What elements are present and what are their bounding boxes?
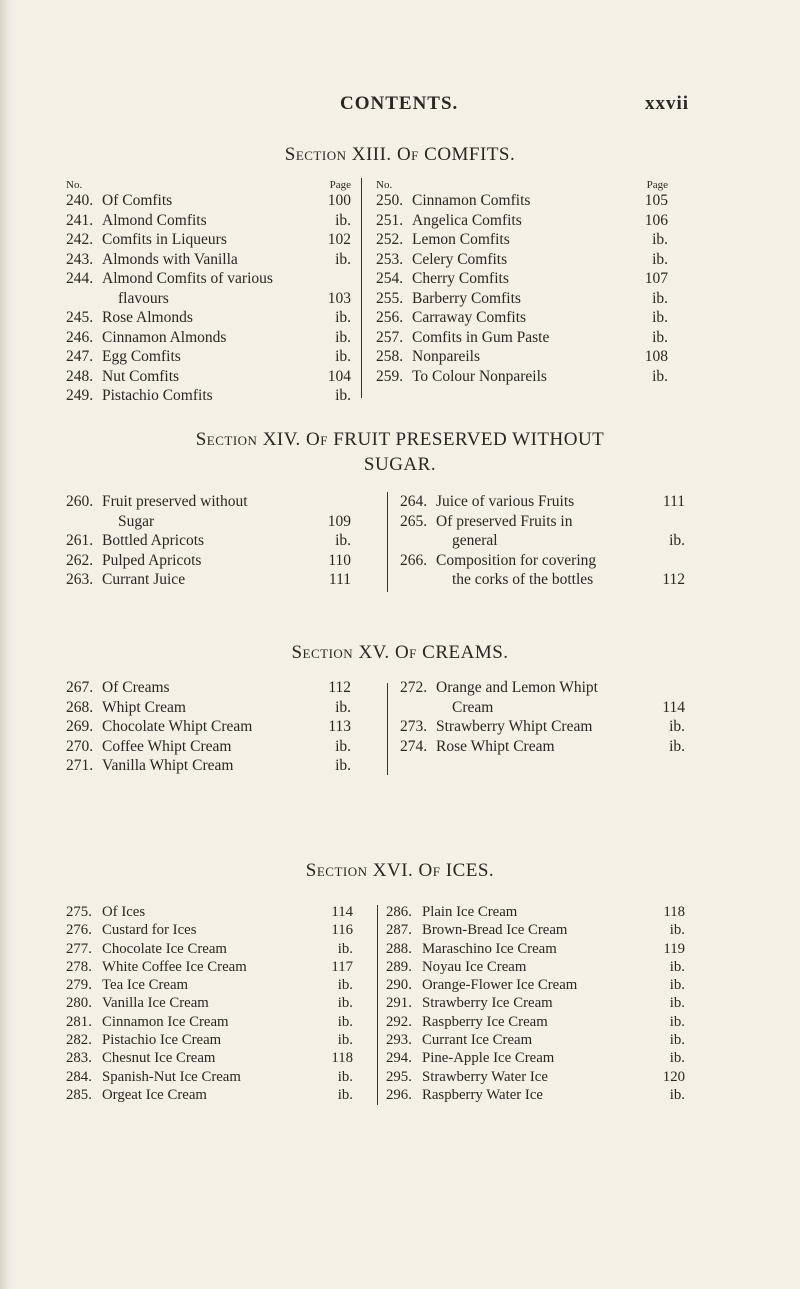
toc-entry bbox=[66, 1068, 353, 1086]
entry-page: ib. bbox=[335, 387, 351, 404]
entry-page: 112 bbox=[662, 571, 685, 588]
toc-column-right bbox=[400, 492, 685, 590]
entry-title: Strawberry Ice Cream bbox=[422, 995, 553, 1012]
entry-number: 289. bbox=[386, 958, 412, 975]
entry-page: ib. bbox=[652, 328, 668, 346]
column-header-no: No. bbox=[376, 179, 393, 191]
entry-page: 105 bbox=[644, 192, 668, 209]
toc-entry bbox=[66, 958, 353, 976]
entry-number: 288. bbox=[386, 940, 412, 957]
entry-title: Fruit preserved without bbox=[102, 493, 248, 510]
entry-page: 118 bbox=[663, 904, 685, 920]
entry-number: 261. bbox=[66, 532, 94, 549]
entry-title: Cinnamon Ice Cream bbox=[102, 1013, 229, 1030]
entry-number: 287. bbox=[386, 922, 412, 939]
entry-number: 263. bbox=[66, 571, 94, 588]
entry-title: Comfits in Gum Paste bbox=[412, 328, 550, 346]
entry-page: ib. bbox=[669, 977, 685, 994]
toc-entry bbox=[66, 269, 351, 308]
entry-number: 241. bbox=[66, 211, 94, 229]
entry-title: Pistachio Comfits bbox=[102, 387, 213, 404]
entry-page: ib. bbox=[337, 1068, 353, 1085]
entry-page: ib. bbox=[335, 328, 351, 346]
entry-page: 112 bbox=[328, 679, 351, 696]
entry-title: Almond Comfits of various bbox=[102, 270, 273, 287]
entry-title-continued: Sugar bbox=[118, 512, 155, 530]
section-title: ICES. bbox=[445, 860, 495, 881]
toc-entry bbox=[66, 386, 351, 406]
entry-title: Of Creams bbox=[102, 679, 170, 696]
column-header bbox=[376, 176, 668, 191]
entry-title: Cherry Comfits bbox=[412, 270, 509, 287]
entry-number: 243. bbox=[66, 250, 94, 268]
entry-page: ib. bbox=[337, 1086, 353, 1103]
toc-entry bbox=[66, 678, 351, 698]
toc-entry bbox=[386, 940, 685, 958]
toc-entry bbox=[400, 492, 685, 512]
toc-entry bbox=[386, 994, 685, 1012]
toc-entry bbox=[376, 328, 668, 348]
section-label: Section XIII. bbox=[284, 144, 392, 165]
entry-page: 107 bbox=[644, 270, 668, 287]
toc-entry bbox=[400, 512, 685, 551]
toc-entry bbox=[400, 551, 685, 590]
entry-title: Coffee Whipt Cream bbox=[102, 737, 232, 755]
toc-entry bbox=[66, 921, 353, 939]
entry-page: ib. bbox=[652, 231, 668, 248]
toc-column-left bbox=[66, 678, 351, 776]
entry-page: 120 bbox=[662, 1068, 685, 1085]
entry-number: 292. bbox=[386, 1013, 412, 1030]
entry-page: ib. bbox=[652, 309, 668, 326]
entry-number: 254. bbox=[376, 270, 404, 287]
entry-number: 253. bbox=[376, 250, 404, 268]
toc-entry bbox=[66, 1013, 353, 1031]
entry-page: ib. bbox=[669, 737, 685, 755]
toc-entry bbox=[386, 1013, 685, 1031]
entry-number: 251. bbox=[376, 211, 404, 229]
entry-title: Rose Almonds bbox=[102, 309, 193, 326]
section-title: CREAMS. bbox=[422, 642, 509, 663]
section-heading bbox=[0, 142, 800, 168]
entry-page: ib. bbox=[652, 289, 668, 307]
toc-entry bbox=[66, 698, 351, 718]
entry-number: 277. bbox=[66, 940, 92, 957]
section-label: Section XIV. bbox=[195, 429, 301, 450]
entry-title: Almonds with Vanilla bbox=[102, 250, 238, 268]
entry-title: Pulped Apricots bbox=[102, 551, 202, 569]
entry-title: Barberry Comfits bbox=[412, 289, 521, 307]
entry-page: ib. bbox=[335, 532, 351, 549]
entry-number: 269. bbox=[66, 718, 94, 735]
entry-page: ib. bbox=[337, 977, 353, 994]
toc-entry bbox=[66, 756, 351, 776]
running-head bbox=[0, 93, 800, 123]
toc-entry bbox=[66, 230, 351, 250]
entry-title: Orange and Lemon Whipt bbox=[436, 679, 598, 696]
entry-title: Raspberry Ice Cream bbox=[422, 1013, 548, 1030]
entry-number: 295. bbox=[386, 1068, 412, 1085]
entry-number: 249. bbox=[66, 387, 94, 404]
entry-title: Almond Comfits bbox=[102, 211, 207, 229]
toc-entry bbox=[66, 531, 351, 551]
entry-number: 266. bbox=[400, 551, 428, 569]
entry-page: ib. bbox=[669, 1032, 685, 1049]
column-divider bbox=[387, 492, 388, 592]
entry-number: 283. bbox=[66, 1050, 92, 1067]
entry-title: Juice of various Fruits bbox=[436, 493, 575, 510]
entry-number: 294. bbox=[386, 1050, 412, 1067]
entry-number: 267. bbox=[66, 679, 94, 696]
entry-page: 108 bbox=[644, 348, 668, 365]
toc-entry bbox=[376, 289, 668, 309]
toc-entry bbox=[66, 1031, 353, 1049]
entry-number: 282. bbox=[66, 1032, 92, 1049]
entry-number: 260. bbox=[66, 493, 94, 510]
entry-title: Orgeat Ice Cream bbox=[102, 1086, 207, 1103]
entry-number: 240. bbox=[66, 192, 94, 209]
running-head-page-number: xxvii bbox=[645, 93, 690, 114]
entry-page: ib. bbox=[337, 1013, 353, 1030]
entry-number: 252. bbox=[376, 231, 404, 248]
entry-page: 118 bbox=[331, 1050, 353, 1067]
entry-number: 262. bbox=[66, 551, 94, 569]
entry-page: ib. bbox=[335, 698, 351, 716]
toc-entry bbox=[66, 347, 351, 367]
entry-page: ib. bbox=[335, 211, 351, 229]
toc-entry bbox=[400, 737, 685, 757]
toc-entry bbox=[376, 191, 668, 211]
entry-page: ib. bbox=[335, 737, 351, 755]
entry-number: 244. bbox=[66, 270, 94, 287]
toc-column-right bbox=[400, 678, 685, 756]
entry-title: Nonpareils bbox=[412, 348, 481, 365]
entry-title-continued: Cream bbox=[452, 698, 494, 716]
entry-title: Vanilla Whipt Cream bbox=[102, 757, 234, 774]
entry-number: 273. bbox=[400, 718, 428, 735]
column-header-page: Page bbox=[329, 179, 351, 191]
entry-number: 259. bbox=[376, 367, 404, 385]
entry-page: ib. bbox=[669, 1050, 685, 1067]
entry-page: 113 bbox=[328, 718, 351, 735]
toc-entry bbox=[66, 976, 353, 994]
entry-page: ib. bbox=[335, 348, 351, 365]
entry-title: Whipt Cream bbox=[102, 698, 186, 716]
column-header bbox=[66, 176, 351, 191]
entry-page: ib. bbox=[652, 250, 668, 268]
entry-page: ib. bbox=[335, 757, 351, 774]
section-of: Of bbox=[394, 642, 417, 663]
entry-title: Egg Comfits bbox=[102, 348, 181, 365]
toc-entry bbox=[376, 250, 668, 270]
entry-page: 119 bbox=[663, 940, 685, 957]
toc-entry bbox=[66, 551, 351, 571]
entry-page: 104 bbox=[327, 367, 351, 385]
toc-entry bbox=[386, 921, 685, 939]
entry-title: Chesnut Ice Cream bbox=[102, 1050, 216, 1067]
toc-entry bbox=[386, 958, 685, 976]
toc-column-left bbox=[66, 492, 351, 590]
toc-column-right bbox=[386, 903, 685, 1104]
entry-title: Angelica Comfits bbox=[412, 211, 522, 229]
toc-entry bbox=[66, 994, 353, 1012]
entry-title-continued: general bbox=[452, 532, 498, 549]
entry-page: ib. bbox=[669, 1086, 685, 1103]
entry-page: ib. bbox=[669, 958, 685, 975]
section-heading bbox=[0, 427, 800, 453]
entry-page: 106 bbox=[644, 211, 668, 229]
entry-title: Strawberry Water Ice bbox=[422, 1068, 548, 1085]
entry-page: ib. bbox=[337, 995, 353, 1012]
entry-title: Currant Ice Cream bbox=[422, 1032, 533, 1049]
entry-title: Bottled Apricots bbox=[102, 532, 205, 549]
entry-page: ib. bbox=[669, 718, 685, 735]
entry-number: 248. bbox=[66, 367, 94, 385]
entry-page: ib. bbox=[669, 995, 685, 1012]
entry-number: 276. bbox=[66, 922, 92, 939]
toc-entry bbox=[66, 737, 351, 757]
section-of: Of bbox=[396, 144, 419, 165]
entry-page: 102 bbox=[327, 231, 351, 248]
toc-entry bbox=[66, 717, 351, 737]
entry-number: 268. bbox=[66, 698, 94, 716]
toc-entry bbox=[66, 903, 353, 921]
entry-number: 284. bbox=[66, 1068, 92, 1085]
entry-number: 246. bbox=[66, 328, 94, 346]
entry-title: Brown-Bread Ice Cream bbox=[422, 922, 568, 939]
entry-number: 265. bbox=[400, 512, 428, 530]
entry-title: Raspberry Water Ice bbox=[422, 1086, 543, 1103]
entry-title: Currant Juice bbox=[102, 571, 186, 588]
entry-title: Plain Ice Cream bbox=[422, 904, 518, 920]
entry-title: Pistachio Ice Cream bbox=[102, 1032, 222, 1049]
toc-entry bbox=[66, 211, 351, 231]
toc-entry bbox=[386, 903, 685, 921]
entry-title: Of preserved Fruits in bbox=[436, 512, 573, 530]
column-divider bbox=[377, 905, 378, 1105]
toc-entry bbox=[66, 1086, 353, 1104]
entry-title: Tea Ice Cream bbox=[102, 977, 189, 994]
toc-entry bbox=[66, 191, 351, 211]
toc-entry bbox=[386, 1068, 685, 1086]
entry-title: Strawberry Whipt Cream bbox=[436, 718, 593, 735]
section-title-continued: SUGAR. bbox=[363, 454, 437, 475]
entry-number: 271. bbox=[66, 757, 94, 774]
entry-title: Of Comfits bbox=[102, 192, 173, 209]
entry-number: 293. bbox=[386, 1032, 412, 1049]
entry-number: 242. bbox=[66, 231, 94, 248]
entry-page: 111 bbox=[328, 571, 351, 588]
entry-page: ib. bbox=[652, 367, 668, 385]
toc-entry bbox=[66, 570, 351, 590]
entry-title: Custard for Ices bbox=[102, 922, 197, 939]
entry-number: 285. bbox=[66, 1086, 92, 1103]
toc-entry bbox=[386, 976, 685, 994]
entry-number: 247. bbox=[66, 348, 94, 365]
entry-number: 264. bbox=[400, 493, 428, 510]
entry-title-continued: flavours bbox=[118, 289, 169, 307]
entry-page: 110 bbox=[328, 551, 351, 569]
entry-title: Orange-Flower Ice Cream bbox=[422, 977, 578, 994]
entry-number: 278. bbox=[66, 958, 92, 975]
section-of: Of bbox=[306, 429, 328, 450]
entry-number: 279. bbox=[66, 977, 92, 994]
toc-entry bbox=[386, 1031, 685, 1049]
entry-number: 290. bbox=[386, 977, 412, 994]
entry-title: Carraway Comfits bbox=[412, 309, 527, 326]
section-heading bbox=[0, 640, 800, 666]
entry-page: 100 bbox=[327, 192, 351, 209]
toc-entry bbox=[376, 230, 668, 250]
toc-column-left bbox=[66, 903, 353, 1104]
column-header-no: No. bbox=[66, 179, 83, 191]
section-label: Section XVI. bbox=[305, 860, 414, 881]
entry-title: Pine-Apple Ice Cream bbox=[422, 1050, 555, 1067]
entry-title: Vanilla Ice Cream bbox=[102, 995, 209, 1012]
toc-entry bbox=[66, 308, 351, 328]
toc-entry bbox=[66, 367, 351, 387]
section-title: FRUIT PRESERVED WITHOUT bbox=[333, 429, 605, 450]
column-divider bbox=[387, 683, 388, 775]
entry-title: Chocolate Ice Cream bbox=[102, 940, 227, 957]
section-heading-line2 bbox=[0, 452, 800, 478]
toc-entry bbox=[66, 250, 351, 270]
entry-title: Of Ices bbox=[102, 904, 146, 920]
entry-title: Cinnamon Almonds bbox=[102, 328, 227, 346]
entry-page: ib. bbox=[669, 1013, 685, 1030]
entry-page: 109 bbox=[327, 512, 351, 530]
entry-number: 296. bbox=[386, 1086, 412, 1103]
toc-column-right bbox=[376, 176, 668, 386]
toc-entry bbox=[376, 347, 668, 367]
entry-title: Composition for covering bbox=[436, 551, 597, 569]
entry-title-continued: the corks of the bottles bbox=[452, 571, 594, 588]
toc-entry bbox=[376, 211, 668, 231]
column-header-page: Page bbox=[646, 179, 668, 191]
entry-number: 280. bbox=[66, 995, 92, 1012]
section-label: Section XV. bbox=[291, 642, 390, 663]
entry-number: 250. bbox=[376, 192, 404, 209]
entry-number: 275. bbox=[66, 904, 92, 920]
entry-title: Comfits in Liqueurs bbox=[102, 231, 227, 248]
entry-page: ib. bbox=[337, 940, 353, 957]
entry-number: 257. bbox=[376, 328, 404, 346]
entry-number: 256. bbox=[376, 309, 404, 326]
toc-entry bbox=[386, 1086, 685, 1104]
entry-number: 281. bbox=[66, 1013, 92, 1030]
entry-page: 114 bbox=[331, 904, 353, 920]
toc-entry bbox=[66, 492, 351, 531]
entry-title: Celery Comfits bbox=[412, 250, 508, 268]
entry-title: Spanish-Nut Ice Cream bbox=[102, 1068, 241, 1085]
entry-title: Lemon Comfits bbox=[412, 231, 510, 248]
entry-number: 255. bbox=[376, 289, 404, 307]
entry-page: 103 bbox=[327, 289, 351, 307]
entry-title: Nut Comfits bbox=[102, 367, 180, 385]
entry-page: 111 bbox=[662, 493, 685, 510]
toc-entry bbox=[66, 328, 351, 348]
entry-page: 116 bbox=[331, 922, 353, 939]
entry-title: White Coffee Ice Cream bbox=[102, 958, 247, 975]
entry-page: ib. bbox=[669, 532, 685, 549]
column-divider bbox=[361, 178, 362, 398]
toc-entry bbox=[376, 367, 668, 387]
entry-title: Rose Whipt Cream bbox=[436, 737, 555, 755]
entry-number: 270. bbox=[66, 737, 94, 755]
entry-number: 245. bbox=[66, 309, 94, 326]
toc-entry bbox=[376, 308, 668, 328]
entry-number: 258. bbox=[376, 348, 404, 365]
toc-entry bbox=[66, 1049, 353, 1067]
entry-number: 272. bbox=[400, 679, 428, 696]
toc-entry bbox=[66, 940, 353, 958]
entry-page: ib. bbox=[335, 309, 351, 326]
section-of: Of bbox=[418, 860, 441, 881]
toc-column-left bbox=[66, 176, 351, 406]
entry-title: Cinnamon Comfits bbox=[412, 192, 531, 209]
entry-page: ib. bbox=[669, 922, 685, 939]
section-heading bbox=[0, 858, 800, 884]
toc-entry bbox=[386, 1049, 685, 1067]
toc-entry bbox=[400, 717, 685, 737]
entry-title: Noyau Ice Cream bbox=[422, 958, 527, 975]
entry-number: 274. bbox=[400, 737, 428, 755]
entry-title: Chocolate Whipt Cream bbox=[102, 718, 253, 735]
running-head-title: CONTENTS. bbox=[340, 93, 459, 114]
entry-number: 291. bbox=[386, 995, 412, 1012]
entry-page: ib. bbox=[337, 1032, 353, 1049]
section-title: COMFITS. bbox=[424, 144, 516, 165]
entry-title: To Colour Nonpareils bbox=[412, 367, 547, 385]
toc-entry bbox=[376, 269, 668, 289]
entry-page: 117 bbox=[331, 958, 353, 975]
entry-title: Maraschino Ice Cream bbox=[422, 940, 557, 957]
entry-page: 114 bbox=[662, 698, 685, 716]
entry-number: 286. bbox=[386, 904, 412, 920]
toc-entry bbox=[400, 678, 685, 717]
entry-page: ib. bbox=[335, 250, 351, 268]
